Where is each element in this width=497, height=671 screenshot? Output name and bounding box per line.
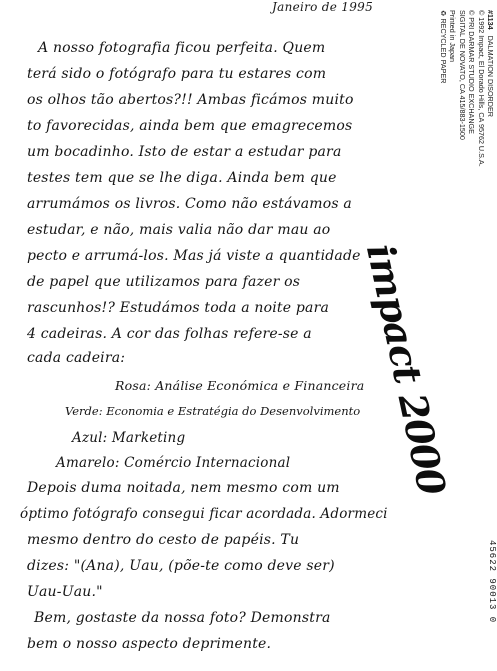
- message-line: dizes: "(Ana), Uau, (põe-te como deve ser): [27, 558, 335, 574]
- message-line: arrumámos os livros. Como não estávamos a: [27, 196, 352, 212]
- message-line: bem o nosso aspecto deprimente.: [27, 636, 272, 652]
- message-line: de papel que utilizamos para fazer os: [27, 274, 301, 290]
- message-line: mesmo dentro do cesto de papéis. Tu: [27, 532, 300, 548]
- recycle-icon: ♻: [439, 10, 449, 17]
- message-line: testes tem que se lhe diga. Ainda bem que: [27, 170, 337, 186]
- message-line: um bocadinho. Isto de estar a estudar para: [27, 144, 342, 160]
- subject-verde: Verde: Economia e Estratégia do Desenvolvimento: [65, 404, 361, 418]
- subject-rosa: Rosa: Análise Económica e Financeira: [115, 378, 365, 393]
- publisher-line: © 1992 Impact, El Dorado Hills, CA 95762 U.S.A.: [476, 10, 486, 167]
- message-line: óptimo fotógrafo consegui ficar acordada. Adormeci: [20, 506, 388, 522]
- message-line: pecto e arrumá-los. Mas já viste a quantidade: [27, 248, 361, 264]
- message-line: 4 cadeiras. A cor das folhas refere-se a: [27, 326, 312, 342]
- message-line: terá sido o fotógrafo para tu estares com: [27, 66, 327, 82]
- message-line: Uau-Uau.": [27, 584, 103, 600]
- message-line: A nosso fotografia ficou perfeita. Quem: [38, 40, 326, 56]
- product-code: #1134: [486, 10, 495, 30]
- publisher-line: DALMATION DISORDER: [486, 35, 495, 117]
- message-line: os olhos tão abertos?!! Ambas ficámos muito: [27, 92, 354, 108]
- message-line: Bem, gostaste da nossa foto? Demonstra: [34, 610, 331, 626]
- barcode-number: 45622 90013 0: [487, 540, 497, 624]
- message-line: rascunhos!? Estudámos toda a noite para: [27, 300, 330, 316]
- publisher-line: Printed in Japan: [448, 10, 458, 62]
- publisher-info: [415, 10, 495, 640]
- message-line: Depois duma noitada, nem mesmo com um: [27, 480, 340, 496]
- message-line: cada cadeira:: [27, 350, 126, 366]
- subject-amarelo: Amarelo: Comércio Internacional: [56, 455, 291, 471]
- message-line: estudar, e não, mais valia não dar mau ao: [27, 222, 331, 238]
- publisher-line: © PRI DARMAR STUDIO EXCHANGE: [467, 10, 477, 134]
- impact-logo: impact 2000: [357, 240, 455, 499]
- message-line: to favorecidas, ainda bem que emagrecemos: [27, 118, 353, 134]
- publisher-line: SIGITAL DE NOVATO, CA 415/883-1500: [457, 10, 467, 140]
- subject-azul: Azul: Marketing: [72, 430, 186, 446]
- publisher-line: RECYCLED PAPER: [439, 18, 449, 84]
- date-heading: Janeiro de 1995: [272, 0, 374, 14]
